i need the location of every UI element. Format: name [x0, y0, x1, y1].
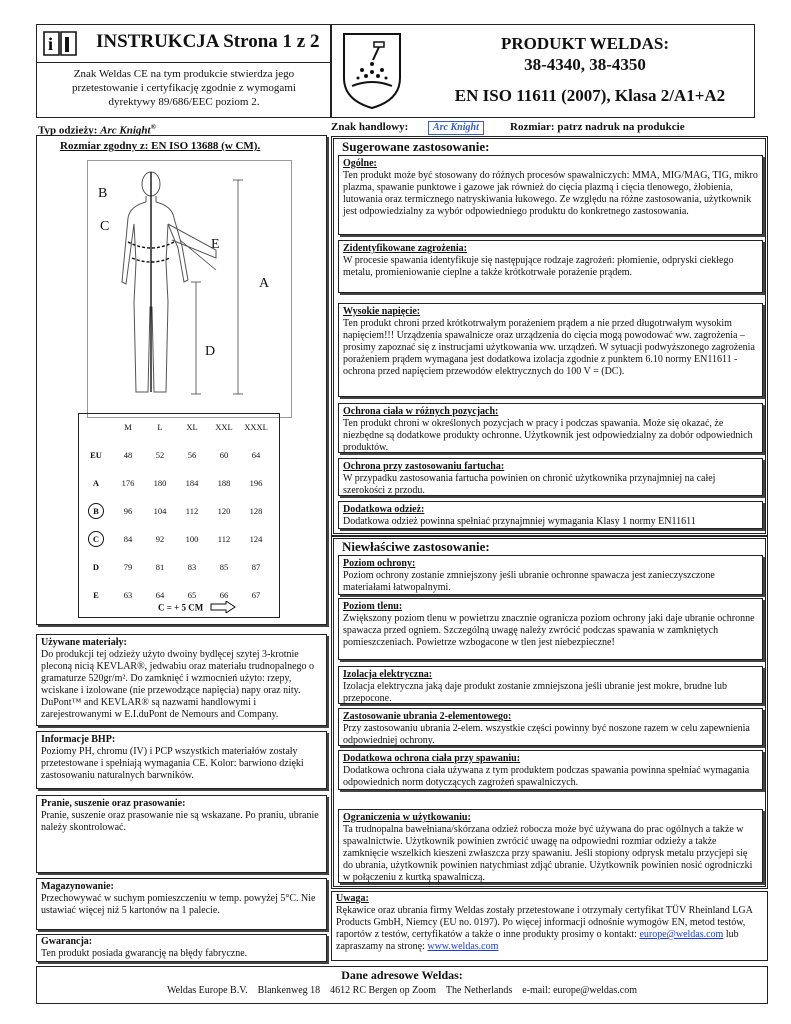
standard-label: EN ISO 11611 (2007), Klasa 2/A1+A2 — [454, 86, 726, 105]
body-measurement-figure — [88, 162, 288, 417]
arrow-right-icon — [210, 601, 236, 616]
type-label: Typ odzieży: Arc Knight® — [38, 123, 156, 137]
high-voltage-item: Wysokie napięcie: Ten produkt chroni przed krótkotrwałym porażeniem prądem a nie przed długotrwałym wysokim napięciem!!! Urządzenia spawalnicze oraz urządzenia do cięcia mogą powodować ww. zagrożenia – prosimy zapoznać się z instrucjami użytkowania ww. urządzeń. W sytuacji podwyższonego zagrożenia porażeniem prądem wymagana jest dodatkowa izolacja zgodnie z punktem 6.10 normy EN11611 - ochrona przed napięciem przewodów elektrycznych do 100 V = (DC). — [338, 303, 763, 397]
row-label: EU — [90, 450, 102, 460]
extra-protection-item: Dodatkowa ochrona ciała przy spawaniu: Dodatkowa ochrona ciała używana z tym produktem podczas spawania powinna spełniać wymagania odpowiednich norm dotyczących zagrożeń spawalniczych. — [338, 750, 763, 790]
label-e: E — [211, 237, 220, 252]
email-link[interactable]: europe@weldas.com — [639, 929, 724, 940]
table-cell: 79 — [123, 562, 133, 572]
improper-title: Niewłaściwe zastosowanie: — [342, 539, 490, 554]
washing-text: Pranie, suszenie oraz prasowanie nie są wskazane. Po praniu, ubranie należy skontrolować. — [41, 810, 319, 833]
size-col: M — [124, 422, 132, 432]
table-cell: 56 — [187, 450, 197, 460]
bhp-text: Poziomy PH, chromu (IV) i PCP wszystkich materiałów zostały przetestowane i spełniają wymagania CE. Kolor: barwiono dzięki zastosowaniu naturalnych barwników. — [41, 746, 304, 781]
size-row-c — [80, 525, 272, 553]
table-cell: 124 — [249, 534, 263, 544]
table-cell: 81 — [155, 562, 165, 572]
welding-shield-icon — [340, 30, 404, 110]
body-protection-item: Ochrona ciała w różnych pozycjach: Ten produkt chroni w określonych pozycjach w pracy i podczas spawania. Może się okazać, że niezbędne są dodatkowe produkty ochronne. Użytkownik jest odpowiedzialny za dobór odpowiednich produktów. — [338, 403, 763, 453]
table-cell: 92 — [155, 534, 165, 544]
size-row-b — [80, 497, 272, 525]
materials-title: Używane materiały: — [41, 637, 127, 648]
warranty-text: Ten produkt posiada gwarancję na błędy fabryczne. — [41, 948, 248, 959]
table-cell: 196 — [249, 478, 263, 488]
storage-section — [36, 878, 327, 930]
apron-item: Ochrona przy zastosowaniu fartucha: W przypadku zastosowania fartucha powinien on chronić użytkownika przynajmniej na całej szerokości z przodu. — [338, 458, 763, 496]
table-cell: 65 — [187, 590, 197, 600]
warranty-section — [36, 934, 327, 962]
table-cell: 60 — [219, 450, 229, 460]
table-cell: 67 — [251, 590, 261, 600]
size-header-row — [80, 413, 272, 441]
warranty-title: Gwarancja: — [41, 936, 93, 947]
row-label: E — [93, 590, 99, 600]
title-divider — [36, 62, 331, 63]
washing-title: Pranie, suszenie oraz prasowanie: — [41, 798, 186, 809]
storage-title: Magazynowanie: — [41, 881, 114, 892]
book-info-icon — [42, 28, 78, 58]
table-cell: 104 — [153, 506, 167, 516]
table-cell: 100 — [185, 534, 199, 544]
size-row-d — [80, 553, 272, 581]
table-cell: 176 — [121, 478, 135, 488]
row-label-icon: C — [80, 525, 112, 553]
table-cell: 83 — [187, 562, 197, 572]
size-note: Rozmiar: patrz nadruk na produkcie — [510, 121, 685, 133]
storage-text: Przechowywać w suchym pomieszczeniu w temp. powyżej 5°C. Nie ustawiać więcej niż 5 kartonów na 1 palecie. — [41, 893, 316, 916]
extra-clothing-item: Dodatkowa odzież: Dodatkowa odzież powinna spełniać przynajmniej wymagania Klasy 1 normy EN11611 — [338, 501, 763, 529]
trade-label: Znak handlowy: — [331, 121, 409, 133]
caution-section — [331, 891, 768, 961]
caution-text: Rękawice oraz ubrania firmy Weldas zostały przetestowane i otrzymały certyfikat TÜV Rheinland LGA Products GmbH, Niemcy (EU no. 0197). Po więcej informacji odnośnie wymogów EN, metod testów, raportów z testów, certyfikatów a także o inne produkty prosimy o kontakt: europe@weldas.com lub zapraszamy na stronę: www.weldas.com — [336, 905, 753, 952]
table-cell: 64 — [251, 450, 261, 460]
protection-level-item: Poziom ochrony: Poziom ochrony zostanie zmniejszony jeśli ubranie ochronne spawacza jest zanieczyszczone materiałami łatwopalnymi. — [338, 555, 763, 595]
table-cell: 48 — [123, 450, 133, 460]
label-b: B — [98, 186, 108, 201]
suggested-title: Sugerowane zastosowanie: — [342, 139, 490, 154]
size-col: XXXL — [244, 422, 268, 432]
table-cell: 184 — [185, 478, 199, 488]
ce-statement: Znak Weldas CE na tym produkcie stwierdza jego przetestowanie i certyfikację zgodnie z wymogami dyrektywy 89/686/EEC poziom 2. — [72, 68, 296, 108]
table-cell: 96 — [123, 506, 133, 516]
table-cell: 63 — [123, 590, 133, 600]
table-cell: 84 — [123, 534, 133, 544]
arc-knight-logo: Arc Knight — [428, 117, 484, 135]
materials-section — [36, 634, 327, 726]
footer-address: Weldas Europe B.V. Blankenweg 18 4612 RC Bergen op Zoom The Netherlands e-mail: europe@weldas.com — [167, 985, 637, 996]
size-col: XXL — [215, 422, 233, 432]
label-d: D — [205, 344, 216, 359]
website-link[interactable]: www.weldas.com — [427, 941, 499, 952]
row-label: D — [92, 562, 100, 572]
label-c: C — [100, 219, 110, 234]
oxygen-item: Poziom tlenu: Zwiększony poziom tlenu w powietrzu znacznie ogranicza poziom ochrony jaki daje ubranie ochronne spawacza przed ogniem. Szczególną uwagę należy zwrócić podczas spawania w zamkniętych pomieszczeniach. Powietrze wzbogacone w tlen jest niebezpieczne! — [338, 598, 763, 660]
document-title: INSTRUKCJA Strona 1 z 2 — [96, 31, 320, 52]
svg-text:i: i — [48, 34, 54, 54]
table-cell: 120 — [217, 506, 231, 516]
caution-title: Uwaga: — [336, 893, 369, 904]
table-cell: 85 — [219, 562, 229, 572]
row-label: A — [92, 478, 100, 488]
bhp-section — [36, 731, 327, 789]
general-item: Ogólne: Ten produkt może być stosowany do różnych procesów spawalniczych: MMA, MIG/MAG, TIG, mikro plazma, spawanie punktowe i gazowe jak również do cięcia plazmą i cięcia tlenowego, żłobienia, lutowania oraz termicznego natryskiwania łukowego. Ze względu na różne zastosowania, użytkownik jest odpowiedzialny za wybór odpowiedniego produktu do konkretnego zastosowania. — [338, 155, 763, 235]
usage-limits-item: Ograniczenia w użytkowaniu: Ta trudnopalna bawełniana/skórzana odzież robocza może być używana do prac ogólnych a także w spawalnictwie. Użytkownik powinien zwrócić uwagę na odpowiedni rozmiar odzieży a także zamknięcie wszelkich kieszeni zwłaszcza przy spawaniu. Jeśli stopiony odprysk metalu przycjepi się do ubrania, użytkownik powinien natychmiast zdjąć ubranie. Użytkownik powinien nosić ogrodniczki w połączeniu z kurtką spawalniczą. — [338, 809, 763, 883]
label-a: A — [259, 276, 270, 291]
table-cell: 66 — [219, 590, 229, 600]
bhp-title: Informacje BHP: — [41, 734, 116, 745]
hazards-item: Zidentyfikowane zagrożenia: W procesie spawania identyfikuje się następujące rodzaje zagrożeń: płomienie, odpryski ciekłego metalu, promieniowanie cieplne a także krótkotrwałe porażenie prądem. — [338, 240, 763, 293]
size-table — [80, 413, 272, 609]
table-cell: 52 — [155, 450, 165, 460]
type-value: Arc Knight — [100, 124, 151, 137]
product-label: PRODUKT WELDAS: — [501, 34, 669, 53]
size-row-a — [80, 469, 272, 497]
table-cell: 128 — [249, 506, 263, 516]
size-col: L — [157, 422, 163, 432]
row-label-icon: B — [80, 497, 112, 525]
table-cell: 188 — [217, 478, 231, 488]
size-col: XL — [186, 422, 198, 432]
product-codes: 38-4340, 38-4350 — [524, 55, 646, 74]
size-footnote: C = + 5 CM — [158, 601, 236, 616]
footer-title: Dane adresowe Weldas: — [341, 968, 463, 982]
table-cell: 64 — [155, 590, 165, 600]
electrical-insulation-item: Izolacja elektryczna: Izolacja elektryczna jaką daje produkt zostanie zmniejszona jeśli ubranie jest mokre, brudne lub przepocone. — [338, 666, 763, 704]
table-cell: 87 — [251, 562, 261, 572]
size-row-eu — [80, 441, 272, 469]
size-section-title: Rozmiar zgodny z: EN ISO 13688 (w CM). — [60, 140, 261, 152]
table-cell: 112 — [185, 506, 199, 516]
washing-section — [36, 795, 327, 873]
two-piece-item: Zastosowanie ubrania 2-elementowego: Przy zastosowaniu ubrania 2-elem. wszystkie części powinny być noszone razem w celu zapewnienia odpowiedniej ochrony. — [338, 708, 763, 746]
materials-text: Do produkcji tej odzieży użyto dwoiny bydlęcej szytej 3-krotnie pleconą nicią KEVLAR®, jedwabiu oraz materiału trudnopalnego o gramaturze 520gr/m². Do zamknięć i wzmocnień użyto: rzepy, wciskane i izolowane (nie przewodzące napięcia) napy oraz nity. DuPont™ and KEVLAR® są nazwami handlowymi i zarejestrowanymi w E.I.duPont de Nemours and Company. — [41, 649, 315, 720]
table-cell: 180 — [153, 478, 167, 488]
table-cell: 112 — [217, 534, 231, 544]
